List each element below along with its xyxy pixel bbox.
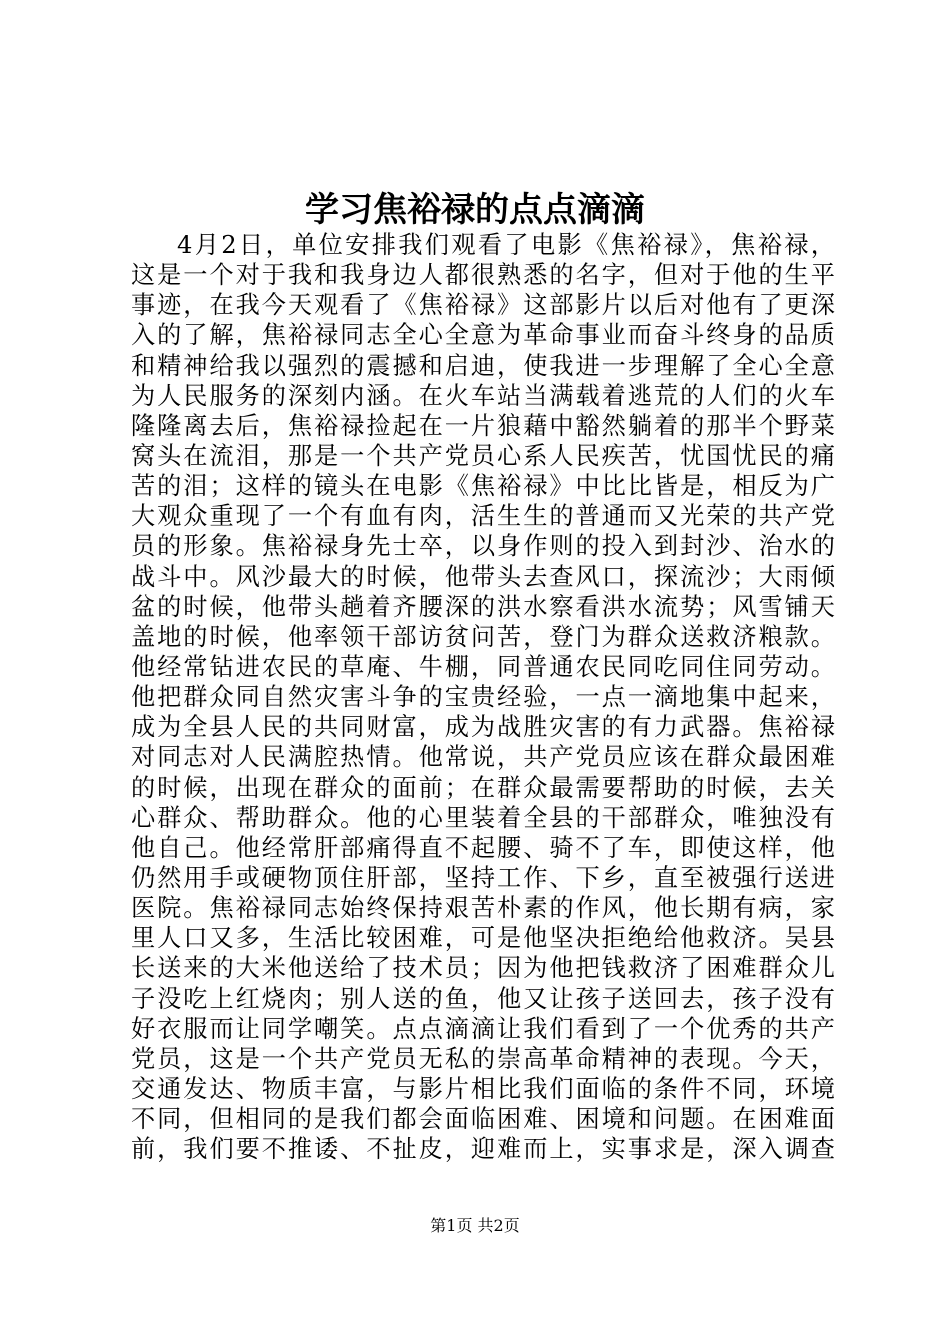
text-line: 对同志对人民满腔热情。他常说，共产党员应该在群众最困难 bbox=[131, 743, 835, 772]
text-line: 窝头在流泪，那是一个共产党员心系人民疾苦，忧国忧民的痛 bbox=[131, 441, 835, 470]
text-line: 盆的时候，他带头趟着齐腰深的洪水察看洪水流势；风雪铺天 bbox=[131, 592, 835, 621]
text-line: 他把群众同自然灾害斗争的宝贵经验，一点一滴地集中起来， bbox=[131, 683, 835, 712]
page-title: 学习焦裕禄的点点滴滴 bbox=[305, 190, 645, 230]
text-line: 他经常钻进农民的草庵、牛棚，同普通农民同吃同住同劳动。 bbox=[131, 652, 835, 681]
text-line: 入的了解，焦裕禄同志全心全意为革命事业而奋斗终身的品质 bbox=[131, 321, 835, 350]
text-line: 他自己。他经常肝部痛得直不起腰、骑不了车，即使这样，他 bbox=[131, 833, 835, 862]
text-line: 事迹，在我今天观看了《焦裕禄》这部影片以后对他有了更深 bbox=[131, 291, 835, 320]
text-line: 前，我们要不推诿、不扯皮，迎难而上，实事求是，深入调查 bbox=[131, 1135, 835, 1164]
text-line: 这是一个对于我和我身边人都很熟悉的名字，但对于他的生平 bbox=[131, 261, 835, 290]
text-line: 和精神给我以强烈的震撼和启迪，使我进一步理解了全心全意 bbox=[131, 351, 835, 380]
text-line: 成为全县人民的共同财富，成为战胜灾害的有力武器。焦裕禄 bbox=[131, 713, 835, 742]
page-number: 第1页 共2页 bbox=[430, 1216, 520, 1235]
text-line: 4月2日，单位安排我们观看了电影《焦裕禄》，焦裕禄， bbox=[177, 231, 835, 259]
text-line: 不同，但相同的是我们都会面临困难、困境和问题。在困难面 bbox=[131, 1105, 835, 1134]
text-line: 里人口又多，生活比较困难，可是他坚决拒绝给他救济。吴县 bbox=[131, 924, 835, 953]
text-line: 苦的泪；这样的镜头在电影《焦裕禄》中比比皆是，相反为广 bbox=[131, 472, 835, 501]
text-line: 好衣服而让同学嘲笑。点点滴滴让我们看到了一个优秀的共产 bbox=[131, 1014, 835, 1043]
text-line: 仍然用手或硬物顶住肝部，坚持工作、下乡，直至被强行送进 bbox=[131, 863, 835, 892]
text-line: 的时候，出现在群众的面前；在群众最需要帮助的时候，去关 bbox=[131, 773, 835, 802]
body-text bbox=[131, 230, 835, 1164]
text-line: 为人民服务的深刻内涵。在火车站当满载着逃荒的人们的火车 bbox=[131, 381, 835, 410]
text-line: 员的形象。焦裕禄身先士卒，以身作则的投入到封沙、治水的 bbox=[131, 532, 835, 561]
text-line: 长送来的大米他送给了技术员；因为他把钱救济了困难群众儿 bbox=[131, 954, 835, 983]
text-line: 大观众重现了一个有血有肉，活生生的普通而又光荣的共产党 bbox=[131, 502, 835, 531]
text-line: 交通发达、物质丰富，与影片相比我们面临的条件不同，环境 bbox=[131, 1074, 835, 1103]
text-line: 子没吃上红烧肉；别人送的鱼，他又让孩子送回去，孩子没有 bbox=[131, 984, 835, 1013]
text-line: 盖地的时候，他率领干部访贫问苦，登门为群众送救济粮款。 bbox=[131, 622, 835, 651]
text-line: 党员，这是一个共产党员无私的崇高革命精神的表现。今天， bbox=[131, 1044, 835, 1073]
text-line: 隆隆离去后，焦裕禄捡起在一片狼藉中豁然躺着的那半个野菜 bbox=[131, 411, 835, 440]
text-line: 战斗中。风沙最大的时候，他带头去查风口，探流沙；大雨倾 bbox=[131, 562, 835, 591]
text-line: 医院。焦裕禄同志始终保持艰苦朴素的作风，他长期有病，家 bbox=[131, 894, 835, 923]
text-line: 心群众、帮助群众。他的心里装着全县的干部群众，唯独没有 bbox=[131, 803, 835, 832]
